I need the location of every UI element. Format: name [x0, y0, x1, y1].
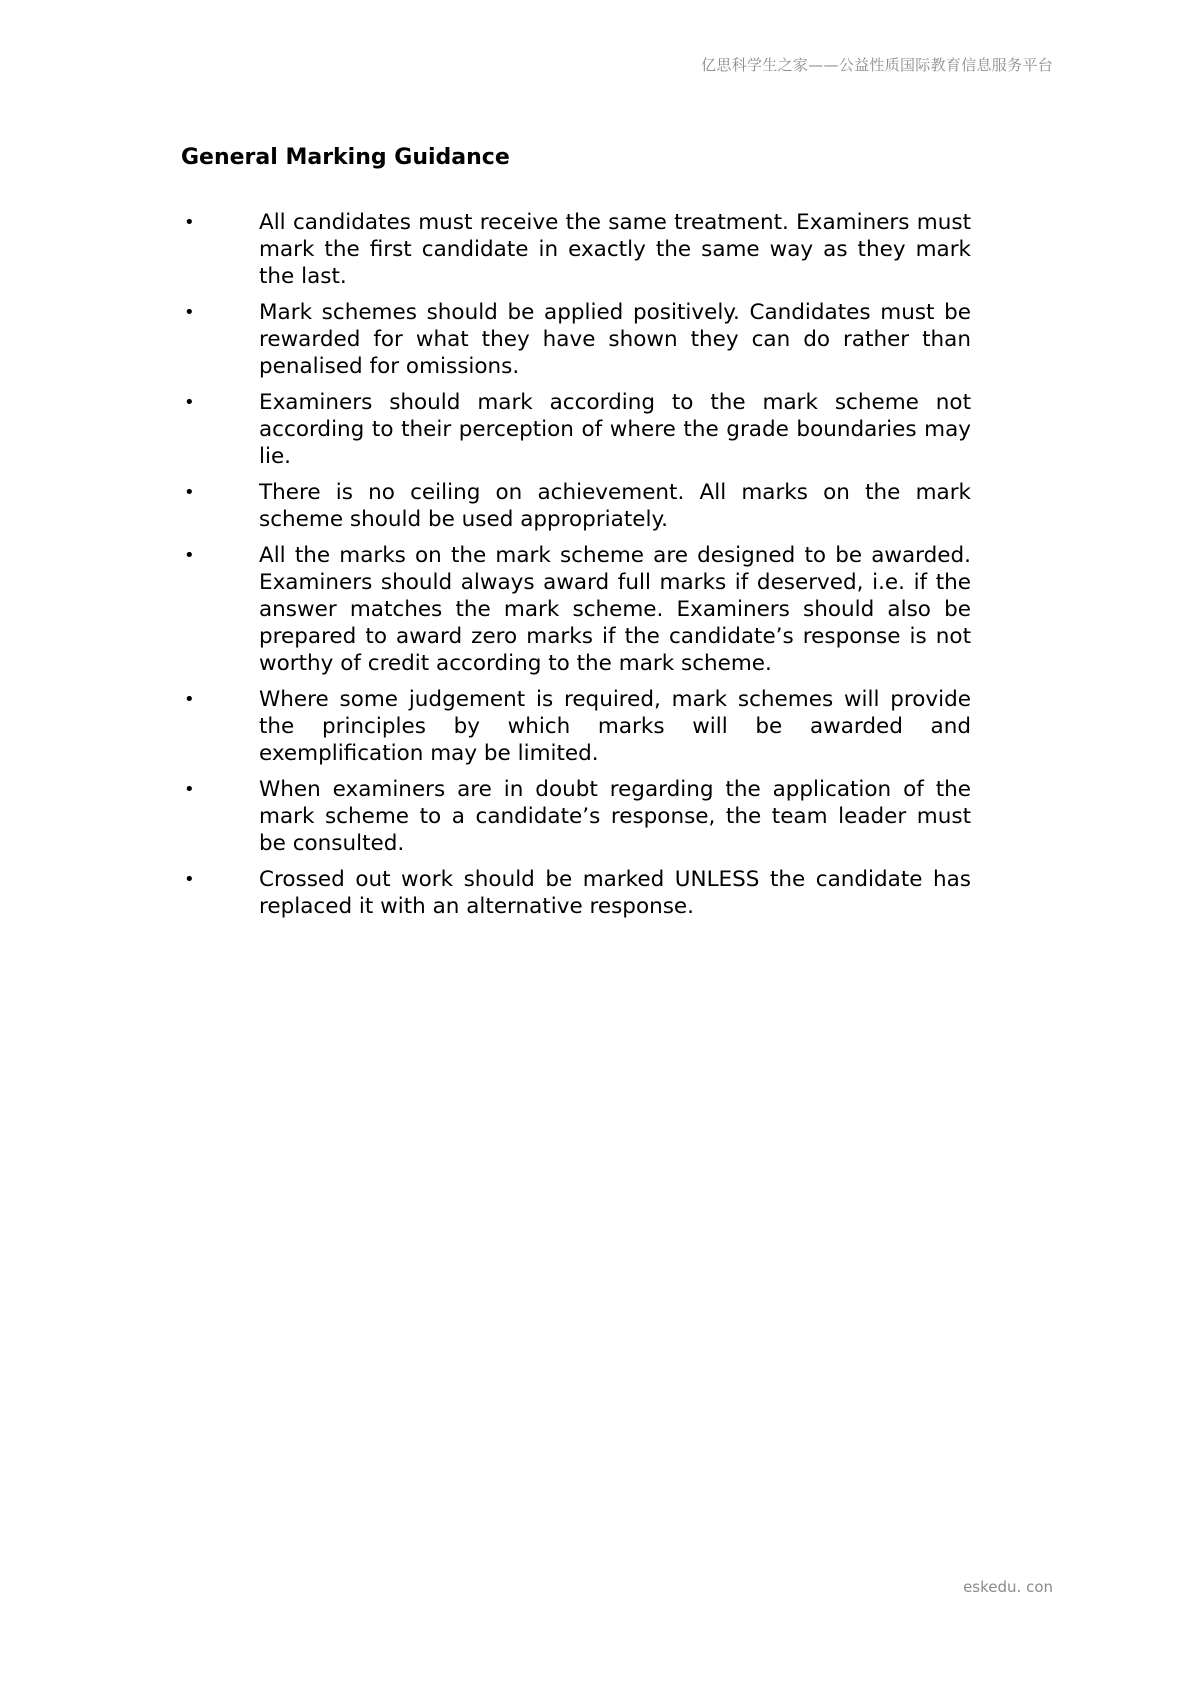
- list-item: [181, 299, 971, 380]
- list-item-text: Crossed out work should be marked UNLESS the candidate has replaced it with an alternative response.: [259, 867, 971, 919]
- list-item-text: All the marks on the mark scheme are designed to be awarded. Examiners should always award full marks if deserved, i.e. if the answer matches the mark scheme. Examiners should also be prepared to award zero marks if the candidate’s response is not worthy of credit according to the mark scheme.: [259, 543, 971, 676]
- list-item: [181, 776, 971, 857]
- list-item: [181, 686, 971, 767]
- bullet-icon: •: [184, 689, 195, 710]
- list-item: [181, 866, 971, 920]
- list-item: [181, 209, 971, 290]
- bullet-icon: •: [184, 869, 195, 890]
- list-item: [181, 389, 971, 470]
- page-header-watermark: 亿思科学生之家——公益性质国际教育信息服务平台: [701, 56, 1053, 74]
- bullet-icon: •: [184, 545, 195, 566]
- page-title: General Marking Guidance: [181, 145, 510, 170]
- list-item: [181, 542, 971, 677]
- list-item-text: Mark schemes should be applied positively. Candidates must be rewarded for what they have shown they can do rather than penalised for omissions.: [259, 300, 971, 379]
- list-item-text: There is no ceiling on achievement. All marks on the mark scheme should be used appropriately.: [259, 480, 971, 532]
- bullet-icon: •: [184, 302, 195, 323]
- bullet-icon: •: [184, 392, 195, 413]
- bullet-icon: •: [184, 779, 195, 800]
- list-item: [181, 479, 971, 533]
- guidance-list: [181, 209, 971, 929]
- list-item-text: All candidates must receive the same treatment. Examiners must mark the first candidate in exactly the same way as they mark the last.: [259, 210, 971, 289]
- page-footer-watermark: eskedu. con: [963, 1578, 1053, 1596]
- bullet-icon: •: [184, 482, 195, 503]
- bullet-icon: •: [184, 212, 195, 233]
- list-item-text: Where some judgement is required, mark schemes will provide the principles by which marks will be awarded and exemplification may be limited.: [259, 687, 971, 766]
- list-item-text: When examiners are in doubt regarding the application of the mark scheme to a candidate’s response, the team leader must be consulted.: [259, 777, 971, 856]
- list-item-text: Examiners should mark according to the mark scheme not according to their perception of where the grade boundaries may lie.: [259, 390, 971, 469]
